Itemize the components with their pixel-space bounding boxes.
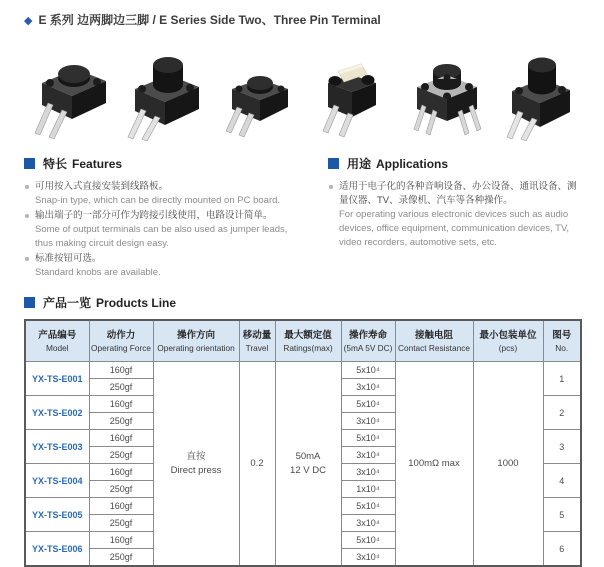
travel-cell: 0.2 xyxy=(239,362,275,567)
product-photo-3-switch-two-pin-compact xyxy=(210,49,300,141)
product-photo-2-switch-tall-cap-tilted xyxy=(117,49,207,141)
product-photo-4-switch-cream-plunger xyxy=(304,49,394,141)
model-cell: YX-TS-E004 xyxy=(25,464,89,498)
feature-text-en: Standard knobs are available. xyxy=(35,267,161,278)
force-cell: 160gf xyxy=(89,396,153,413)
model-cell: YX-TS-E002 xyxy=(25,396,89,430)
feature-text-zh: 输出端子的一部分可作为跨接引线使用，电路设计简单。 xyxy=(35,210,273,221)
page-title xyxy=(24,12,580,29)
no-cell: 5 xyxy=(543,498,581,532)
life-cell: 3x10⁴ xyxy=(341,413,395,430)
life-cell: 3x10⁴ xyxy=(341,549,395,567)
force-cell: 160gf xyxy=(89,362,153,379)
list-bullet-icon xyxy=(329,185,333,189)
col-header-model: 产品编号 Model xyxy=(25,320,89,362)
force-cell: 250gf xyxy=(89,447,153,464)
no-cell: 3 xyxy=(543,430,581,464)
products-line-header xyxy=(24,294,580,311)
life-cell: 5x10⁴ xyxy=(341,396,395,413)
features-section xyxy=(24,155,328,281)
section-square-icon xyxy=(24,158,35,169)
contact-resistance-cell: 100mΩ max xyxy=(395,362,473,567)
diamond-bullet-icon: ◆ xyxy=(24,15,33,27)
model-cell: YX-TS-E001 xyxy=(25,362,89,396)
force-cell: 160gf xyxy=(89,430,153,447)
product-photo-1-switch-two-pin-tilted xyxy=(24,49,114,141)
no-cell: 6 xyxy=(543,532,581,567)
feature-text-zh: 可用按入式直接安装到线路板。 xyxy=(35,181,169,192)
application-text-en: For operating various electronic devices such as audio devices, office equipment, communication devices, TV, video recorders, automotive sets, etc. xyxy=(339,209,570,248)
features-title-en: Features xyxy=(72,157,123,171)
application-item xyxy=(328,180,580,250)
life-cell: 5x10⁴ xyxy=(341,532,395,549)
force-cell: 250gf xyxy=(89,413,153,430)
feature-text-en: Snap-in type, which can be directly mounted on PC board. xyxy=(35,195,281,206)
no-cell: 4 xyxy=(543,464,581,498)
force-cell: 160gf xyxy=(89,498,153,515)
force-cell: 160gf xyxy=(89,464,153,481)
orientation-cell: 直按 Direct press xyxy=(153,362,239,567)
feature-text-en: Some of output terminals can be also used as jumper leads, thus making circuit design easy. xyxy=(35,224,288,249)
product-photo-row xyxy=(24,49,580,141)
products-title-zh: 产品一览 xyxy=(43,296,92,310)
list-bullet-icon xyxy=(25,185,29,189)
force-cell: 160gf xyxy=(89,532,153,549)
list-bullet-icon xyxy=(25,257,29,261)
life-cell: 3x10⁴ xyxy=(341,464,395,481)
feature-item xyxy=(24,209,304,251)
application-text-zh: 适用于电子化的各种音响设备、办公设备、通讯设备、测量仪器、TV、录像机、汽车等各种操作。 xyxy=(339,181,577,206)
col-header-contact-resistance: 接触电阻 Contact Resistance xyxy=(395,320,473,362)
col-header-operating-force: 动作力 Operating Force xyxy=(89,320,153,362)
features-header xyxy=(24,155,304,172)
table-header-row xyxy=(25,320,581,362)
applications-section xyxy=(328,155,580,281)
life-cell: 3x10⁴ xyxy=(341,447,395,464)
feature-text-zh: 标准按钮可选。 xyxy=(35,253,102,264)
table-row xyxy=(25,362,581,379)
life-cell: 1x10⁴ xyxy=(341,481,395,498)
model-cell: YX-TS-E006 xyxy=(25,532,89,567)
no-cell: 2 xyxy=(543,396,581,430)
force-cell: 250gf xyxy=(89,481,153,498)
products-table xyxy=(24,319,582,567)
products-title-en: Products Line xyxy=(96,296,177,310)
col-header-travel: 移动量 Travel xyxy=(239,320,275,362)
no-cell: 1 xyxy=(543,362,581,396)
min-package-cell: 1000 xyxy=(473,362,543,567)
applications-header xyxy=(328,155,580,172)
life-cell: 5x10⁴ xyxy=(341,498,395,515)
force-cell: 250gf xyxy=(89,379,153,396)
product-photo-5-switch-four-pin xyxy=(397,49,487,141)
list-bullet-icon xyxy=(25,214,29,218)
features-title-zh: 特长 xyxy=(43,157,68,171)
col-header-ratings: 最大额定值 Ratings(max) xyxy=(275,320,341,362)
model-cell: YX-TS-E003 xyxy=(25,430,89,464)
feature-item xyxy=(24,180,304,208)
col-header-min-package: 最小包装单位 (pcs) xyxy=(473,320,543,362)
ratings-cell: 50mA 12 V DC xyxy=(275,362,341,567)
section-square-icon xyxy=(328,158,339,169)
products-line-section xyxy=(24,294,580,567)
life-cell: 5x10⁴ xyxy=(341,362,395,379)
applications-title-zh: 用途 xyxy=(347,157,372,171)
col-header-no: 图号 No. xyxy=(543,320,581,362)
col-header-operating-orientation: 操作方向 Operating orientation xyxy=(153,320,239,362)
model-cell: YX-TS-E005 xyxy=(25,498,89,532)
col-header-operating-life: 操作寿命 (5mA 5V DC) xyxy=(341,320,395,362)
feature-item xyxy=(24,252,304,280)
life-cell: 5x10⁴ xyxy=(341,430,395,447)
force-cell: 250gf xyxy=(89,549,153,567)
life-cell: 3x10⁴ xyxy=(341,379,395,396)
page-title-text: E 系列 边两脚边三脚 / E Series Side Two、Three Pin Terminal xyxy=(38,13,381,27)
life-cell: 3x10⁴ xyxy=(341,515,395,532)
section-square-icon xyxy=(24,297,35,308)
applications-title-en: Applications xyxy=(376,157,449,171)
force-cell: 250gf xyxy=(89,515,153,532)
product-photo-6-switch-tall-cap-upright xyxy=(490,49,580,141)
